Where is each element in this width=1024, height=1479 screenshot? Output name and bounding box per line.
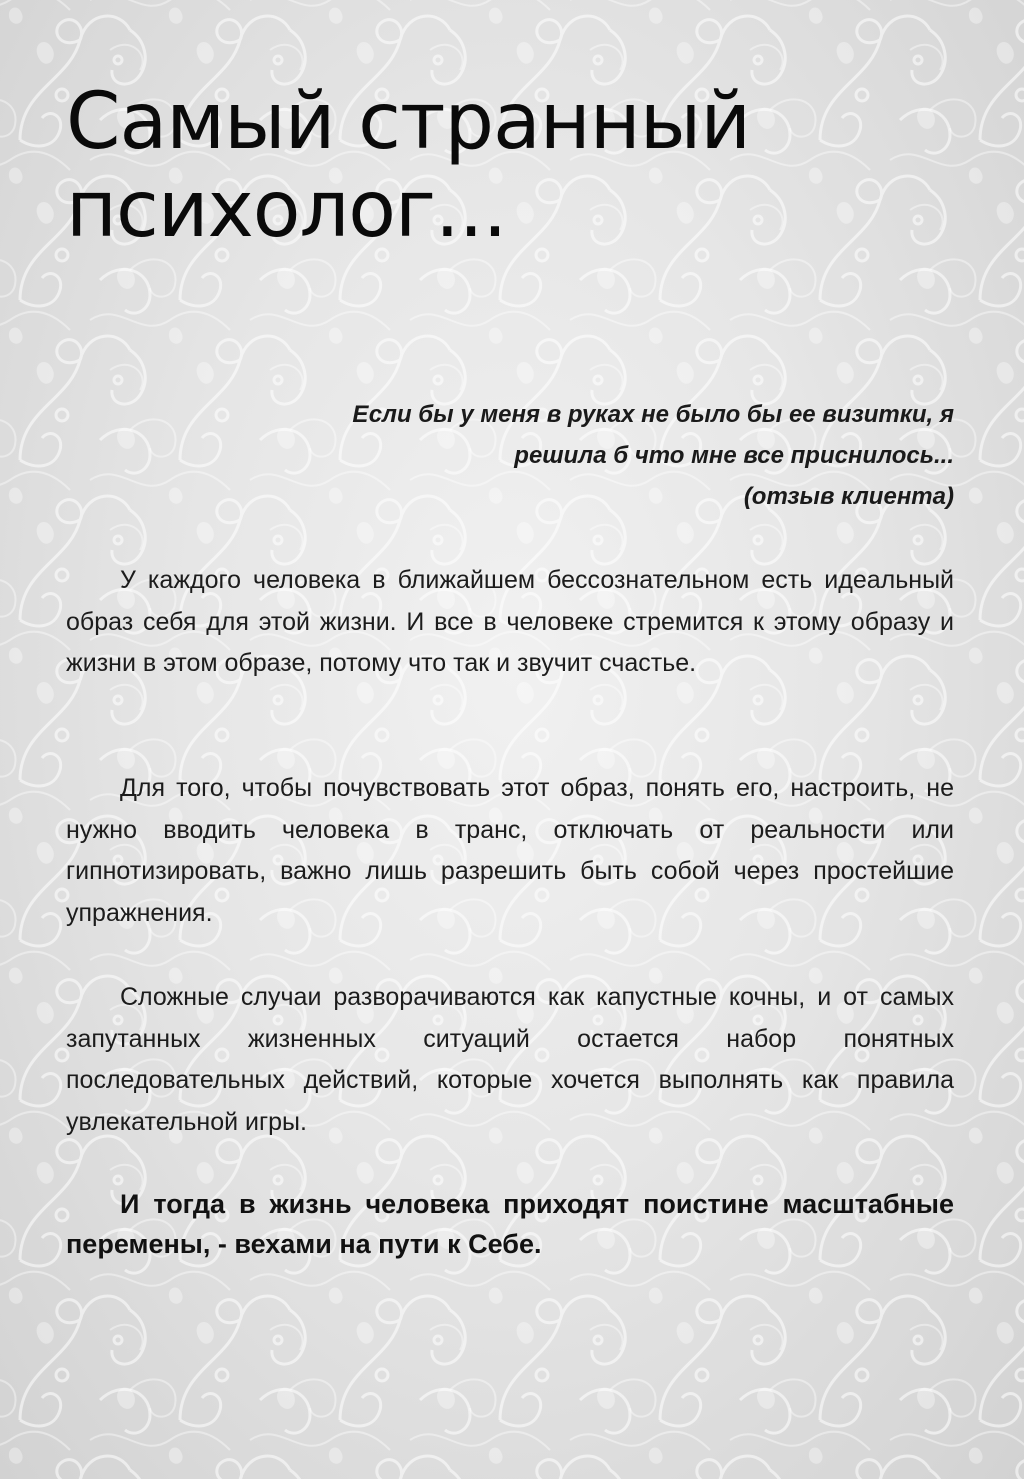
title-line-1: Самый странный — [66, 77, 751, 167]
body-paragraph-3: Сложные случаи разворачиваются как капустные кочны, и от самых запутанных жизненных ситуаций остается набор понятных последовательных действий, которые хочется выполнять как правила увлекательной игры. — [66, 983, 954, 1136]
title-line-2: психолог... — [66, 165, 507, 255]
quote-line-1: Если бы у меня в руках не было бы ее визитки, я — [352, 401, 954, 428]
body-paragraph-2: Для того, чтобы почувствовать этот образ, понять его, настроить, не нужно вводить человека в транс, отключать от реальности или гипнотизировать, важно лишь разрешить быть собой через простейшие упражнения. — [66, 774, 954, 927]
quote-line-2: решила б что мне все приснилось... — [514, 442, 954, 469]
quote-attribution: (отзыв клиента) — [743, 483, 954, 510]
page-title — [66, 78, 966, 254]
conclusion-paragraph: И тогда в жизнь человека приходят поистине масштабные перемены, - вехами на пути к Себе. — [66, 1189, 954, 1259]
client-testimonial-quote — [194, 394, 954, 517]
body-paragraph-1: У каждого человека в ближайшем бессознательном есть идеальный образ себя для этой жизни. И все в человеке стремится к этому образу и жизни в этом образе, потому что так и звучит счастье. — [66, 566, 954, 677]
